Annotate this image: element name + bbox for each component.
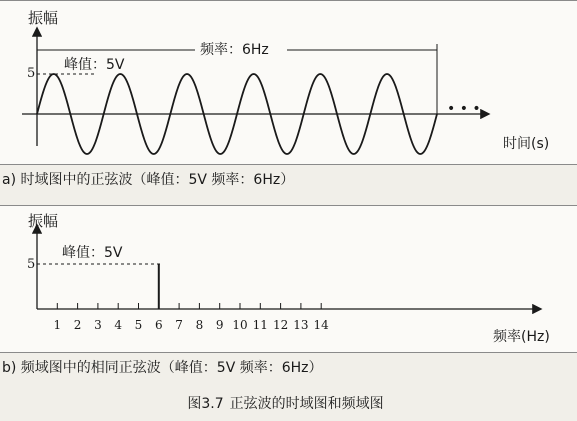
freq-amplitude-tick: 5: [27, 257, 36, 272]
freq-tick-label-10: 10: [232, 318, 248, 332]
freq-tick-label-13: 13: [293, 318, 309, 332]
freq-y-axis-label: 振幅: [28, 212, 59, 230]
figure-title-text: 正弦波的时域图和频域图: [229, 396, 384, 412]
freq-tick-label-1: 1: [53, 318, 62, 332]
figure-title: [0, 393, 577, 413]
time-peak-label: 峰值：5V: [64, 57, 125, 73]
freq-tick-label-6: 6: [154, 318, 163, 332]
frequency-domain-caption: b) 频域图中的相同正弦波（峰值：5V 频率：6Hz）: [2, 360, 323, 376]
freq-tick-label-5: 5: [134, 318, 143, 332]
freq-peak-label: 峰值：5V: [62, 245, 123, 261]
frequency-domain-panel: [0, 205, 577, 353]
freq-tick-label-4: 4: [114, 318, 123, 332]
freq-tick-label-11: 11: [252, 318, 268, 332]
freq-x-axis-label: 频率(Hz): [493, 329, 550, 345]
continuation-dots: • • •: [447, 101, 481, 117]
time-x-axis-label: 时间(s): [503, 136, 550, 152]
time-y-axis-label: 振幅: [28, 9, 59, 27]
time-domain-chart: [0, 1, 577, 164]
freq-tick-label-12: 12: [272, 318, 289, 332]
frequency-domain-chart: [0, 206, 577, 352]
freq-tick-label-14: 14: [313, 318, 329, 332]
time-domain-panel: [0, 0, 577, 165]
figure-number: 图3.7: [187, 396, 224, 412]
freq-tick-label-9: 9: [215, 318, 224, 332]
freq-tick-label-8: 8: [195, 318, 204, 332]
freq-tick-label-2: 2: [73, 318, 82, 332]
frequency-label: 频率：6Hz: [200, 42, 269, 58]
freq-tick-label-3: 3: [94, 318, 102, 332]
time-amplitude-tick: 5: [27, 66, 36, 81]
time-domain-caption: a) 时域图中的正弦波（峰值：5V 频率：6Hz）: [2, 172, 295, 188]
freq-tick-label-7: 7: [175, 318, 183, 332]
